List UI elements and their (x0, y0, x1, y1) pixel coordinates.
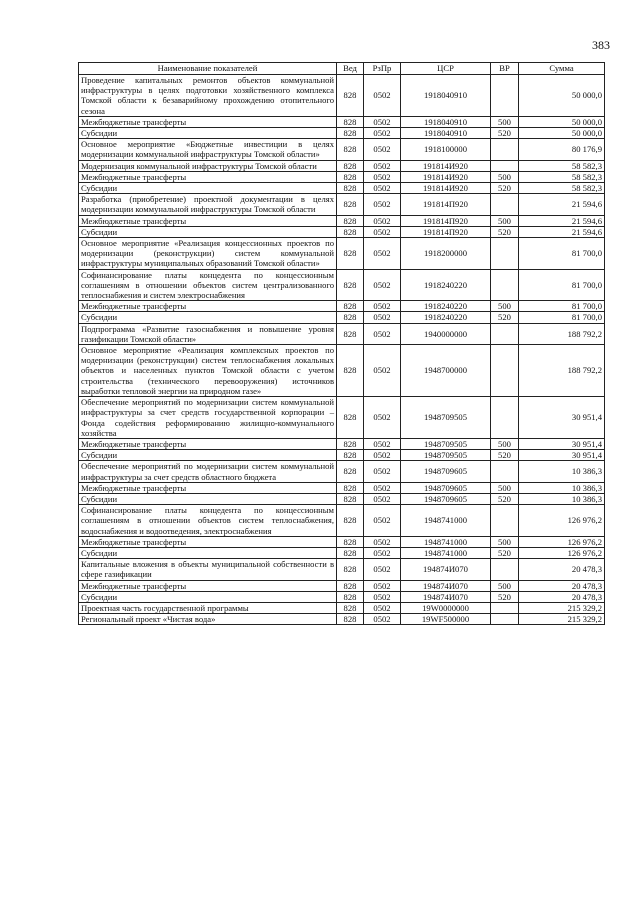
cell-rzpr: 0502 (364, 269, 401, 301)
cell-rzpr: 0502 (364, 75, 401, 117)
cell-name: Основное мероприятие «Реализация концессионных проектов по модернизации (реконструкции) систем коммунальной инфраструктуры муниципальных образований Томской области» (79, 238, 337, 270)
cell-sum: 215 329,2 (519, 602, 605, 613)
cell-vr (491, 559, 519, 580)
header-rzpr: РзПр (364, 63, 401, 75)
cell-ved: 828 (337, 269, 364, 301)
cell-sum: 20 478,3 (519, 559, 605, 580)
cell-name: Модернизация коммунальной инфраструктуры Томской области (79, 160, 337, 171)
cell-vr: 500 (491, 116, 519, 127)
table-row (79, 160, 605, 171)
cell-csr: 1948709605 (401, 482, 491, 493)
cell-ved: 828 (337, 614, 364, 625)
cell-name: Софинансирование платы концедента по концессионным соглашениям в отношении объектов систем централизованного теплоснабжения и систем электроснабжения (79, 269, 337, 301)
cell-name: Обеспечение мероприятий по модернизации систем коммунальной инфраструктуры за счет средств областного бюджета (79, 461, 337, 482)
table-row (79, 312, 605, 323)
table-row (79, 536, 605, 547)
cell-name: Капитальные вложения в объекты муниципальной собственности в сфере газификации (79, 559, 337, 580)
cell-ved: 828 (337, 602, 364, 613)
cell-rzpr: 0502 (364, 139, 401, 160)
cell-sum: 58 582,3 (519, 160, 605, 171)
table-row (79, 269, 605, 301)
table-row (79, 438, 605, 449)
header-csr: ЦСР (401, 63, 491, 75)
table-body (79, 75, 605, 625)
header-sum: Сумма (519, 63, 605, 75)
cell-vr (491, 602, 519, 613)
cell-vr (491, 194, 519, 215)
cell-sum: 80 176,9 (519, 139, 605, 160)
cell-csr: 191814И920 (401, 160, 491, 171)
cell-rzpr: 0502 (364, 183, 401, 194)
cell-sum: 20 478,3 (519, 591, 605, 602)
table-row (79, 194, 605, 215)
cell-name: Межбюджетные трансферты (79, 301, 337, 312)
cell-ved: 828 (337, 301, 364, 312)
page-number: 383 (592, 38, 610, 52)
cell-csr: 1948741000 (401, 536, 491, 547)
cell-name: Проведение капитальных ремонтов объектов коммунальной инфраструктуры в целях подготовки хозяйственного комплекса Томской области к безаварийному прохождению отопительного сезона (79, 75, 337, 117)
table-row (79, 75, 605, 117)
cell-name: Субсидии (79, 128, 337, 139)
cell-ved: 828 (337, 580, 364, 591)
cell-ved: 828 (337, 482, 364, 493)
cell-vr (491, 505, 519, 537)
table-row (79, 482, 605, 493)
table-row (79, 461, 605, 482)
cell-name: Региональный проект «Чистая вода» (79, 614, 337, 625)
cell-csr: 1918040910 (401, 116, 491, 127)
cell-name: Субсидии (79, 312, 337, 323)
cell-csr: 1918040910 (401, 75, 491, 117)
cell-ved: 828 (337, 226, 364, 237)
cell-csr: 1948709505 (401, 450, 491, 461)
cell-csr: 191814П920 (401, 215, 491, 226)
cell-ved: 828 (337, 194, 364, 215)
cell-ved: 828 (337, 438, 364, 449)
cell-sum: 81 700,0 (519, 301, 605, 312)
cell-rzpr: 0502 (364, 116, 401, 127)
cell-ved: 828 (337, 75, 364, 117)
table-row (79, 171, 605, 182)
cell-vr: 500 (491, 536, 519, 547)
cell-vr: 520 (491, 591, 519, 602)
cell-vr: 500 (491, 215, 519, 226)
table-row (79, 345, 605, 397)
cell-csr: 1918240220 (401, 312, 491, 323)
cell-vr (491, 614, 519, 625)
cell-vr (491, 323, 519, 344)
cell-csr: 1918100000 (401, 139, 491, 160)
cell-csr: 191814И920 (401, 171, 491, 182)
cell-sum: 81 700,0 (519, 269, 605, 301)
cell-sum: 126 976,2 (519, 505, 605, 537)
table-row (79, 226, 605, 237)
cell-rzpr: 0502 (364, 482, 401, 493)
cell-name: Разработка (приобретение) проектной документации в целях модернизации коммунальной инфраструктуры Томской области (79, 194, 337, 215)
cell-vr (491, 345, 519, 397)
cell-rzpr: 0502 (364, 312, 401, 323)
cell-vr (491, 461, 519, 482)
cell-rzpr: 0502 (364, 614, 401, 625)
cell-name: Субсидии (79, 226, 337, 237)
cell-name: Межбюджетные трансферты (79, 438, 337, 449)
cell-sum: 20 478,3 (519, 580, 605, 591)
cell-csr: 1918200000 (401, 238, 491, 270)
cell-rzpr: 0502 (364, 323, 401, 344)
cell-rzpr: 0502 (364, 215, 401, 226)
cell-csr: 1948709605 (401, 461, 491, 482)
cell-ved: 828 (337, 312, 364, 323)
cell-csr: 194874И070 (401, 591, 491, 602)
cell-ved: 828 (337, 116, 364, 127)
cell-vr: 500 (491, 171, 519, 182)
cell-ved: 828 (337, 559, 364, 580)
table-row (79, 301, 605, 312)
cell-vr (491, 139, 519, 160)
cell-csr: 1948700000 (401, 345, 491, 397)
table-row (79, 397, 605, 439)
table-row (79, 559, 605, 580)
cell-rzpr: 0502 (364, 450, 401, 461)
cell-rzpr: 0502 (364, 301, 401, 312)
cell-rzpr: 0502 (364, 397, 401, 439)
cell-name: Межбюджетные трансферты (79, 536, 337, 547)
cell-name: Межбюджетные трансферты (79, 171, 337, 182)
cell-ved: 828 (337, 183, 364, 194)
cell-vr: 520 (491, 547, 519, 558)
cell-csr: 194874И070 (401, 580, 491, 591)
cell-sum: 58 582,3 (519, 171, 605, 182)
header-vr: ВР (491, 63, 519, 75)
cell-sum: 30 951,4 (519, 397, 605, 439)
header-name: Наименование показателей (79, 63, 337, 75)
table-row (79, 128, 605, 139)
cell-rzpr: 0502 (364, 226, 401, 237)
cell-vr (491, 160, 519, 171)
cell-sum: 10 386,3 (519, 482, 605, 493)
cell-vr: 520 (491, 312, 519, 323)
cell-csr: 1948709605 (401, 493, 491, 504)
table-row (79, 139, 605, 160)
cell-name: Подпрограмма «Развитие газоснабжения и повышение уровня газификации Томской области» (79, 323, 337, 344)
table-header-row (79, 63, 605, 75)
cell-csr: 191814П920 (401, 194, 491, 215)
table-row (79, 238, 605, 270)
cell-ved: 828 (337, 450, 364, 461)
cell-rzpr: 0502 (364, 493, 401, 504)
cell-ved: 828 (337, 536, 364, 547)
cell-vr: 520 (491, 128, 519, 139)
cell-vr: 500 (491, 482, 519, 493)
cell-name: Межбюджетные трансферты (79, 580, 337, 591)
cell-ved: 828 (337, 323, 364, 344)
cell-sum: 50 000,0 (519, 116, 605, 127)
cell-name: Межбюджетные трансферты (79, 215, 337, 226)
cell-sum: 10 386,3 (519, 461, 605, 482)
cell-vr (491, 397, 519, 439)
cell-rzpr: 0502 (364, 128, 401, 139)
cell-rzpr: 0502 (364, 461, 401, 482)
cell-csr: 1918240220 (401, 269, 491, 301)
cell-csr: 1948741000 (401, 505, 491, 537)
cell-csr: 191814П920 (401, 226, 491, 237)
table-row (79, 183, 605, 194)
cell-ved: 828 (337, 345, 364, 397)
cell-name: Субсидии (79, 183, 337, 194)
cell-sum: 126 976,2 (519, 536, 605, 547)
cell-csr: 19W0000000 (401, 602, 491, 613)
cell-csr: 1918040910 (401, 128, 491, 139)
cell-name: Софинансирование платы концедента по концессионным соглашениям в отношении объектов систем теплоснабжения, водоснабжения и водоотведения, электроснабжения (79, 505, 337, 537)
header-ved: Вед (337, 63, 364, 75)
cell-sum: 10 386,3 (519, 493, 605, 504)
table-row (79, 323, 605, 344)
cell-name: Межбюджетные трансферты (79, 116, 337, 127)
cell-vr (491, 75, 519, 117)
cell-rzpr: 0502 (364, 345, 401, 397)
cell-rzpr: 0502 (364, 438, 401, 449)
cell-sum: 215 329,2 (519, 614, 605, 625)
cell-ved: 828 (337, 171, 364, 182)
cell-sum: 81 700,0 (519, 312, 605, 323)
cell-ved: 828 (337, 591, 364, 602)
cell-sum: 50 000,0 (519, 75, 605, 117)
table-row (79, 505, 605, 537)
cell-name: Субсидии (79, 450, 337, 461)
cell-name: Субсидии (79, 591, 337, 602)
cell-sum: 30 951,4 (519, 438, 605, 449)
cell-vr: 500 (491, 580, 519, 591)
cell-sum: 21 594,6 (519, 215, 605, 226)
cell-sum: 81 700,0 (519, 238, 605, 270)
cell-ved: 828 (337, 139, 364, 160)
cell-rzpr: 0502 (364, 160, 401, 171)
cell-csr: 1940000000 (401, 323, 491, 344)
cell-name: Субсидии (79, 547, 337, 558)
cell-csr: 194874И070 (401, 559, 491, 580)
cell-csr: 191814И920 (401, 183, 491, 194)
cell-rzpr: 0502 (364, 559, 401, 580)
cell-vr: 520 (491, 183, 519, 194)
table-row (79, 580, 605, 591)
cell-vr: 520 (491, 450, 519, 461)
cell-ved: 828 (337, 461, 364, 482)
cell-sum: 126 976,2 (519, 547, 605, 558)
cell-vr (491, 238, 519, 270)
cell-name: Обеспечение мероприятий по модернизации систем коммунальной инфраструктуры за счет средств государственной корпорации – Фонда содействия реформированию жилищно-коммунального хозяйства (79, 397, 337, 439)
cell-vr: 520 (491, 493, 519, 504)
cell-ved: 828 (337, 547, 364, 558)
table-row (79, 602, 605, 613)
cell-ved: 828 (337, 505, 364, 537)
cell-ved: 828 (337, 397, 364, 439)
table-row (79, 614, 605, 625)
cell-ved: 828 (337, 493, 364, 504)
cell-sum: 188 792,2 (519, 345, 605, 397)
cell-name: Межбюджетные трансферты (79, 482, 337, 493)
cell-ved: 828 (337, 215, 364, 226)
cell-ved: 828 (337, 128, 364, 139)
table-row (79, 493, 605, 504)
table-row (79, 215, 605, 226)
cell-sum: 50 000,0 (519, 128, 605, 139)
cell-csr: 1948709505 (401, 397, 491, 439)
table-row (79, 116, 605, 127)
table-row (79, 547, 605, 558)
cell-rzpr: 0502 (364, 171, 401, 182)
cell-csr: 19WF500000 (401, 614, 491, 625)
cell-rzpr: 0502 (364, 602, 401, 613)
cell-rzpr: 0502 (364, 580, 401, 591)
cell-vr: 500 (491, 438, 519, 449)
table-row (79, 591, 605, 602)
cell-sum: 21 594,6 (519, 194, 605, 215)
cell-name: Основное мероприятие «Бюджетные инвестиции в целях модернизации коммунальной инфраструктуры Томской области» (79, 139, 337, 160)
cell-vr: 520 (491, 226, 519, 237)
cell-rzpr: 0502 (364, 194, 401, 215)
cell-csr: 1948709505 (401, 438, 491, 449)
cell-name: Проектная часть государственной программы (79, 602, 337, 613)
cell-csr: 1918240220 (401, 301, 491, 312)
cell-sum: 30 951,4 (519, 450, 605, 461)
cell-rzpr: 0502 (364, 547, 401, 558)
budget-table (78, 62, 605, 625)
cell-name: Субсидии (79, 493, 337, 504)
table-row (79, 450, 605, 461)
cell-csr: 1948741000 (401, 547, 491, 558)
cell-sum: 188 792,2 (519, 323, 605, 344)
cell-rzpr: 0502 (364, 505, 401, 537)
cell-rzpr: 0502 (364, 591, 401, 602)
cell-rzpr: 0502 (364, 536, 401, 547)
cell-ved: 828 (337, 160, 364, 171)
cell-name: Основное мероприятие «Реализация комплексных проектов по модернизации (реконструкции) систем теплоснабжения локальных объектов и населенных пунктов Томской области с учетом строительства (технического перевооружения) источников выработки тепловой энергии на природном газе» (79, 345, 337, 397)
cell-sum: 58 582,3 (519, 183, 605, 194)
cell-vr (491, 269, 519, 301)
cell-sum: 21 594,6 (519, 226, 605, 237)
cell-rzpr: 0502 (364, 238, 401, 270)
cell-vr: 500 (491, 301, 519, 312)
cell-ved: 828 (337, 238, 364, 270)
